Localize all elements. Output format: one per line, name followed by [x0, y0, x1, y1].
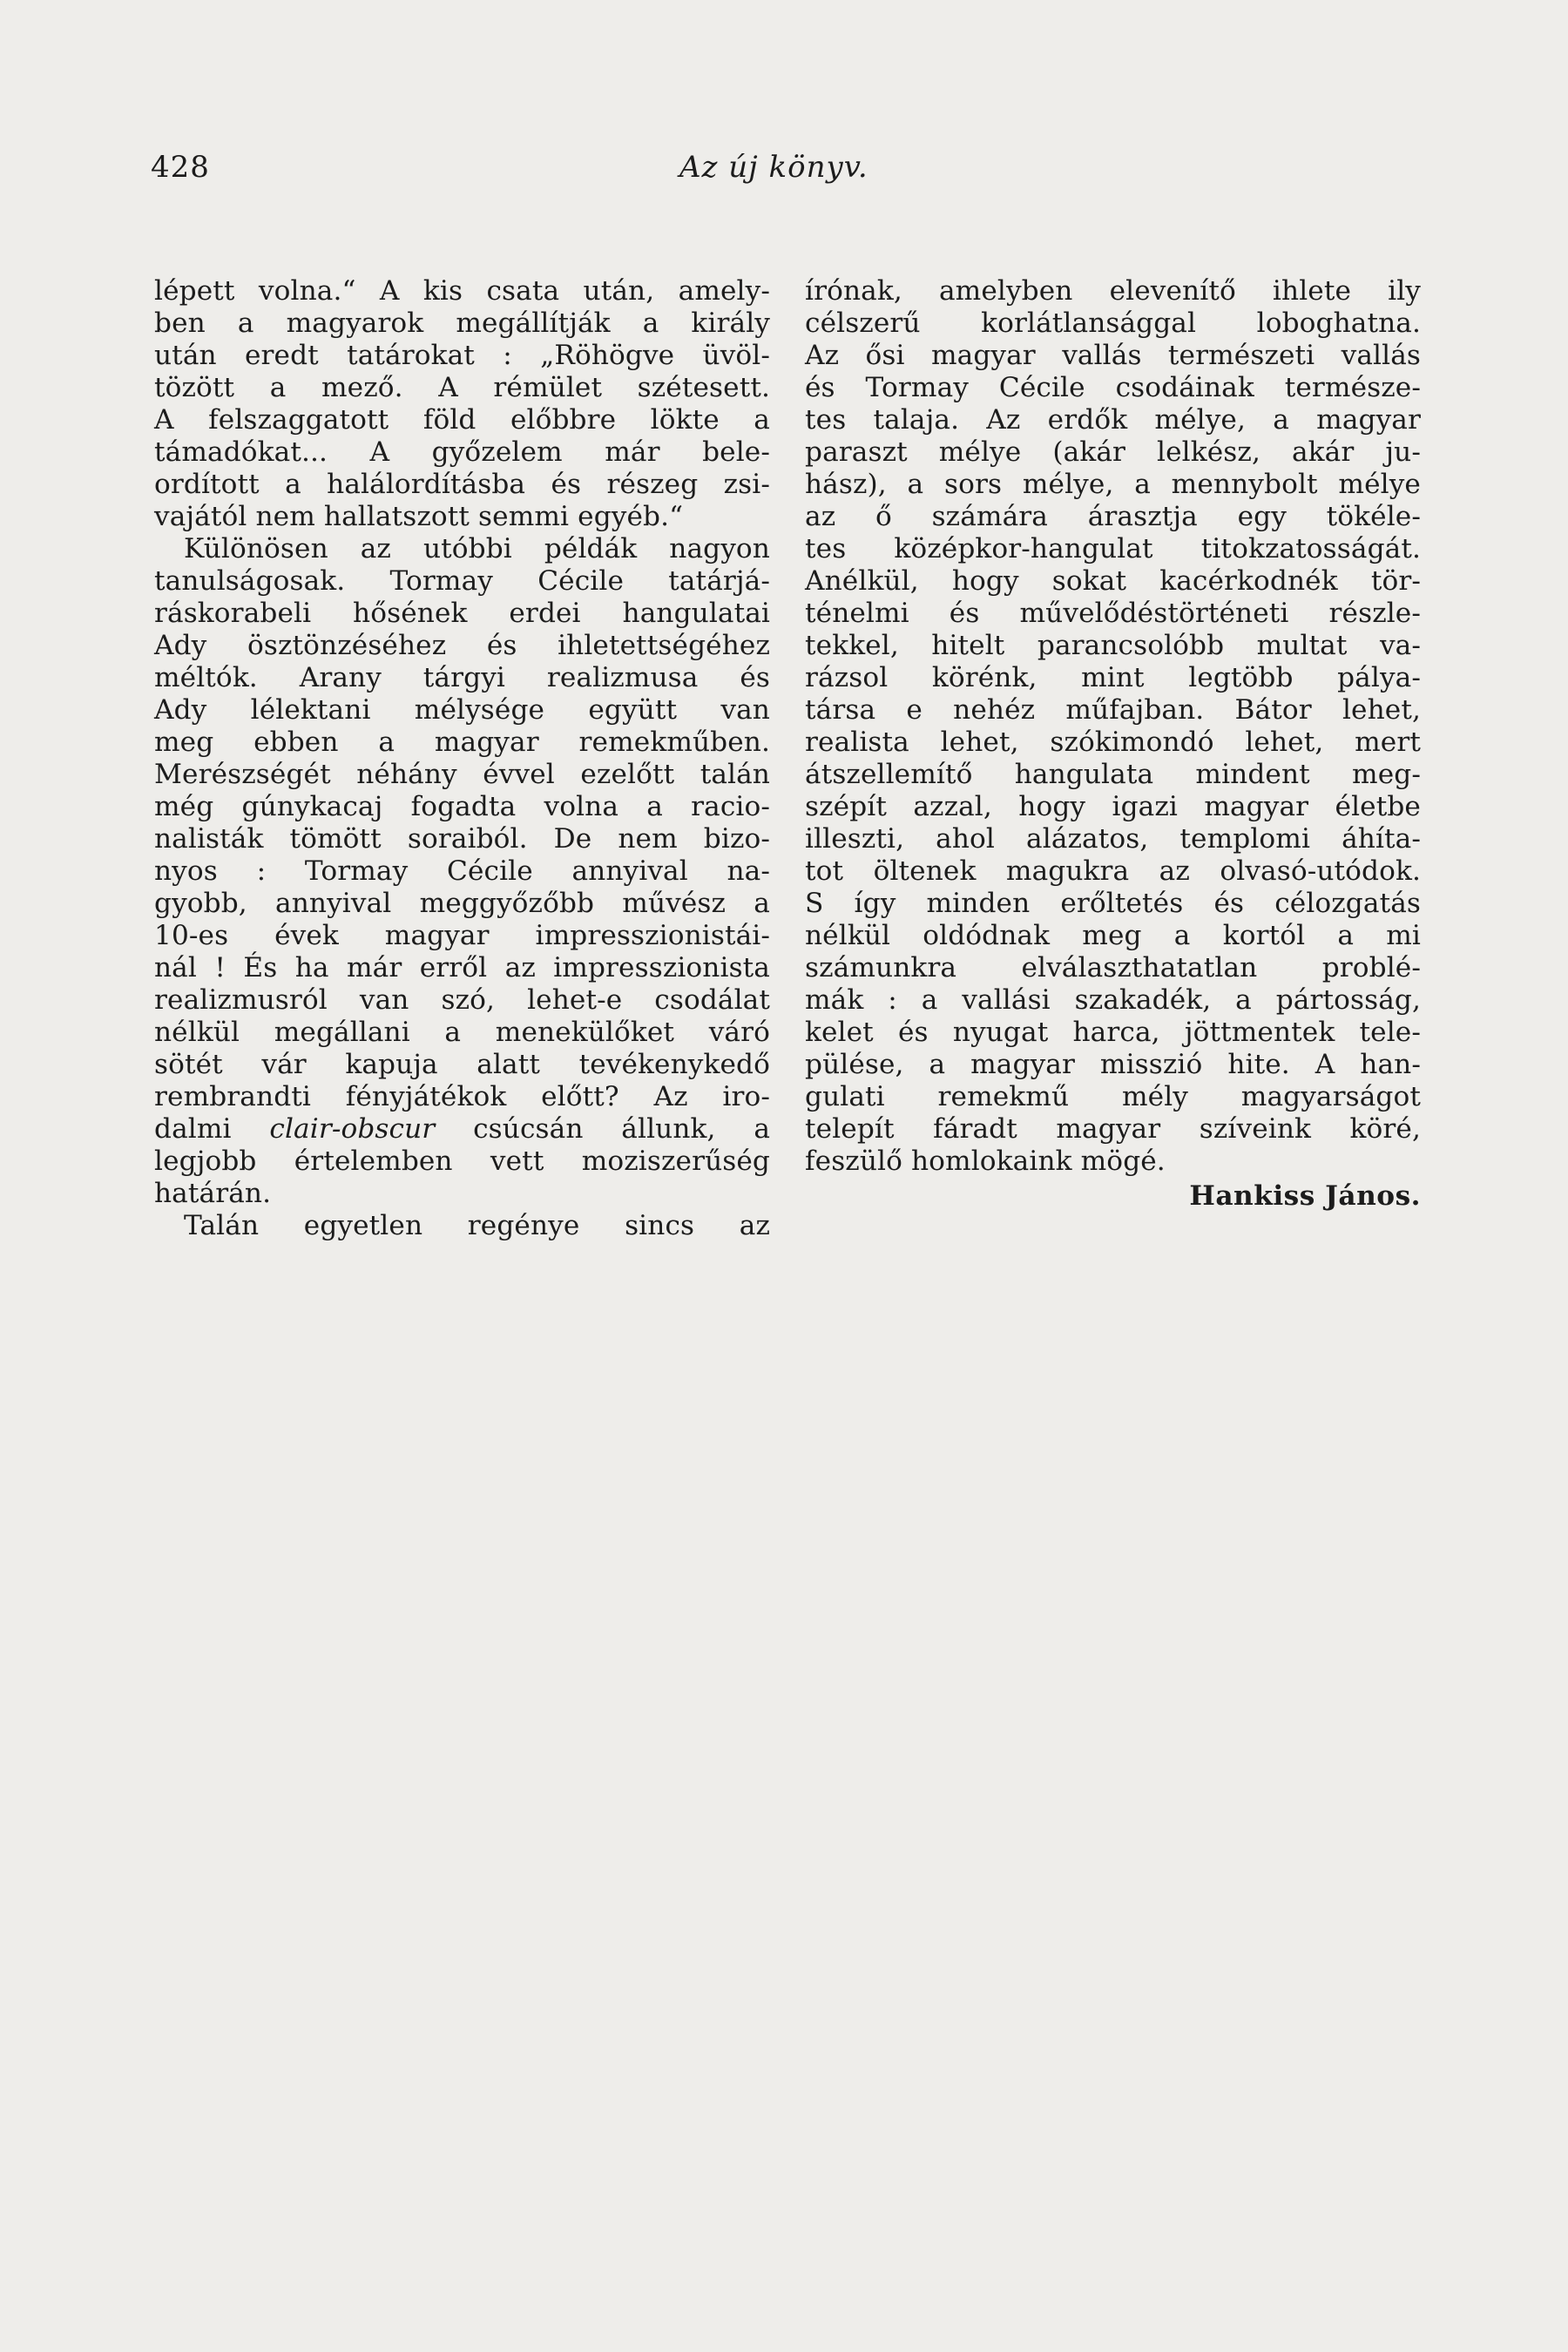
text-line: szépít azzal, hogy igazi magyar életbe [805, 791, 1421, 822]
text-fragment: dalmi [154, 1113, 232, 1145]
text-line: tanulságosak. Tormay Cécile tatárjá- [154, 565, 770, 597]
text-line: határán. [154, 1178, 272, 1209]
text-line: sötét vár kapuja alatt tevékenykedő [154, 1049, 770, 1080]
text-line: tes középkor-hangulat titokzatosságát. [805, 533, 1421, 564]
text-fragment: csúcsán állunk, a [473, 1113, 771, 1145]
text-line: ben a magyarok megállítják a király [154, 308, 770, 339]
text-line: és Tormay Cécile csodáinak természe- [805, 372, 1421, 403]
italic-term: clair-obscur [269, 1113, 436, 1145]
text-line: tes talaja. Az erdők mélye, a magyar [805, 404, 1421, 436]
text-line: meg ebben a magyar remekműben. [154, 727, 770, 758]
text-line: Ady lélektani mélysége együtt van [154, 694, 770, 726]
text-line: vajától nem hallatszott semmi egyéb.“ [154, 501, 684, 532]
text-line: lépett volna.“ A kis csata után, amely- [154, 275, 770, 307]
text-line: Különösen az utóbbi példák nagyon [184, 533, 770, 564]
text-line: 10-es évek magyar impresszionistái- [154, 920, 770, 951]
text-line: után eredt tatárokat : „Röhögve üvöl- [154, 340, 770, 371]
text-line: Az ősi magyar vallás természeti vallás [805, 340, 1421, 371]
text-line: Merészségét néhány évvel ezelőtt talán [154, 759, 770, 790]
text-line: A felszaggatott föld előbbre lökte a [154, 404, 770, 436]
text-line: célszerű korlátlansággal loboghatna. [805, 308, 1421, 339]
text-line: S így minden erőltetés és célozgatás [805, 888, 1421, 919]
text-line: ordított a halálordításba és részeg zsi- [154, 469, 770, 500]
page-number: 428 [151, 150, 210, 185]
text-line: illeszti, ahol alázatos, templomi áhíta- [805, 823, 1421, 855]
text-line: nélkül megállani a menekülőket váró [154, 1017, 770, 1048]
text-line: rembrandti fényjátékok előtt? Az iro- [154, 1081, 770, 1112]
text-line: realista lehet, szókimondó lehet, mert [805, 727, 1421, 758]
text-line: realizmusról van szó, lehet-e csodálat [154, 984, 770, 1016]
text-line: telepít fáradt magyar szíveink köré, [805, 1113, 1421, 1145]
text-line: ráskorabeli hősének erdei hangulatai [154, 598, 770, 629]
text-line: írónak, amelyben elevenítő ihlete ily [805, 275, 1421, 307]
text-line: mák : a vallási szakadék, a pártosság, [805, 984, 1421, 1016]
text-line: számunkra elválaszthatatlan problé- [805, 952, 1421, 983]
text-line: Ady ösztönzéséhez és ihletettségéhez [154, 630, 770, 661]
text-line: társa e nehéz műfajban. Bátor lehet, [805, 694, 1421, 726]
text-line [154, 1113, 770, 1146]
text-line: pülése, a magyar misszió hite. A han- [805, 1049, 1421, 1080]
text-line: Talán egyetlen regénye sincs az [184, 1210, 770, 1241]
left-column [154, 275, 770, 1242]
text-line: nalisták tömött soraiból. De nem bizo- [154, 823, 770, 855]
text-line: tözött a mező. A rémület szétesett. [154, 372, 770, 403]
text-line: gulati remekmű mély magyarságot [805, 1081, 1421, 1112]
text-line: kelet és nyugat harca, jöttmentek tele- [805, 1017, 1421, 1048]
running-head: Az új könyv. [679, 150, 868, 185]
text-line: még gúnykacaj fogadta volna a racio- [154, 791, 770, 822]
right-column [805, 275, 1421, 1178]
text-line: gyobb, annyival meggyőzőbb művész a [154, 888, 770, 919]
text-line: hász), a sors mélye, a mennybolt mélye [805, 469, 1421, 500]
text-line: tot öltenek magukra az olvasó-utódok. [805, 855, 1421, 887]
text-line: Anélkül, hogy sokat kacérkodnék tör- [805, 565, 1421, 597]
author-signature: Hankiss János. [1189, 1180, 1421, 1212]
text-line: méltók. Arany tárgyi realizmusa és [154, 662, 770, 693]
text-line: átszellemítő hangulata mindent meg- [805, 759, 1421, 790]
text-line: nyos : Tormay Cécile annyival na- [154, 855, 770, 887]
text-line: tekkel, hitelt parancsolóbb multat va- [805, 630, 1421, 661]
text-line: támadókat... A győzelem már bele- [154, 436, 770, 468]
text-line: legjobb értelemben vett moziszerűség [154, 1146, 770, 1177]
text-line: paraszt mélye (akár lelkész, akár ju- [805, 436, 1421, 468]
text-line: rázsol körénk, mint legtöbb pálya- [805, 662, 1421, 693]
text-line: feszülő homlokaink mögé. [805, 1146, 1166, 1177]
text-line: ténelmi és művelődéstörténeti részle- [805, 598, 1421, 629]
text-line: nál ! És ha már erről az impresszionista [154, 952, 770, 983]
text-line: nélkül oldódnak meg a kortól a mi [805, 920, 1421, 951]
text-line: az ő számára árasztja egy tökéle- [805, 501, 1421, 532]
